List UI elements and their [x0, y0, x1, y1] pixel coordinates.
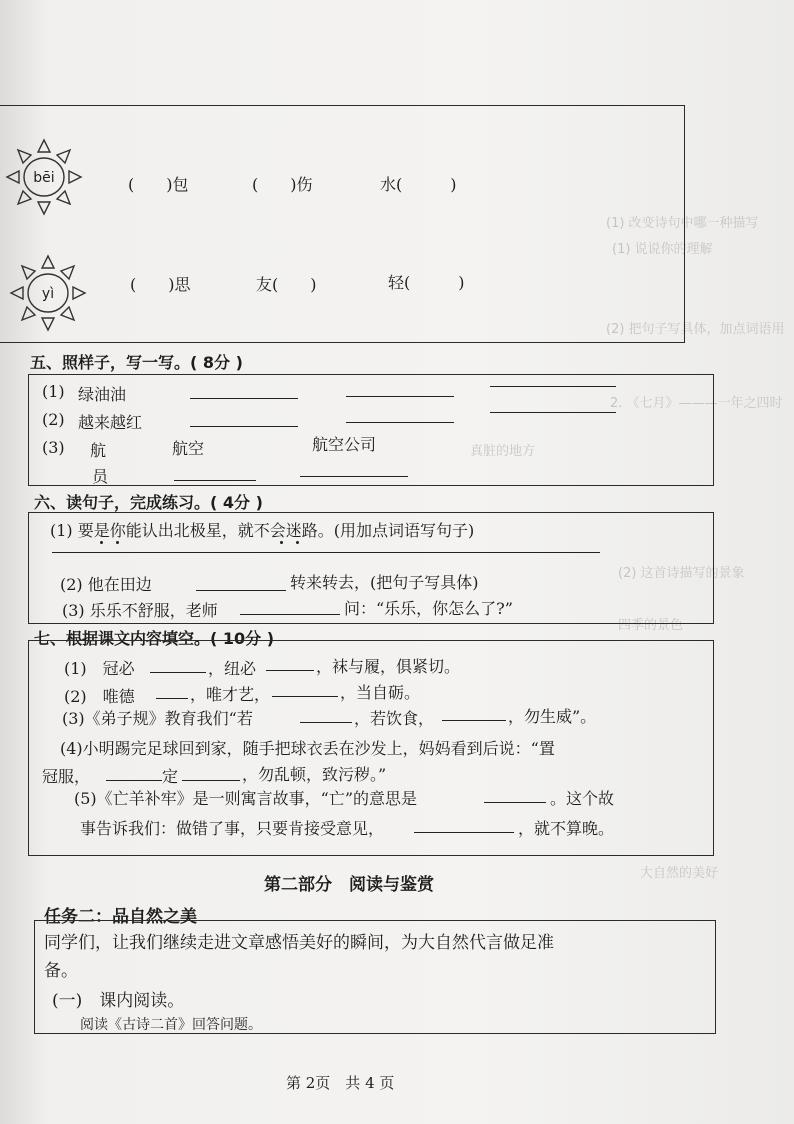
s6-q3-blank[interactable]: [240, 614, 340, 615]
section6-title: 六、读句子，完成练习。( 4分 ): [34, 493, 263, 512]
s7-l4-blank1[interactable]: [106, 780, 162, 781]
reading-instruction: 阅读《古诗二首》回答问题。: [80, 1017, 262, 1033]
pinyin-bei-label: bēi: [33, 170, 55, 186]
s7-l3-blank2[interactable]: [442, 720, 506, 721]
s7-l2-a: (2) 唯德: [64, 687, 135, 706]
s7-l5-b: 。这个故: [550, 789, 615, 808]
s6-q3-end: 问：“乐乐，你怎么了?”: [344, 599, 513, 618]
s6-q2-start: (2) 他在田边: [60, 575, 152, 594]
pinyin-box: [0, 105, 685, 343]
blank-bei-2[interactable]: ( )伤: [252, 175, 313, 194]
bleed-through-text: 真脏的地方: [470, 444, 536, 459]
s5-row1-num: (1): [42, 382, 65, 401]
s6-q1-answer-line[interactable]: [52, 552, 600, 553]
s5-row3-sub: 员: [92, 467, 109, 486]
page-number: 第 2页 共 4 页: [286, 1074, 395, 1092]
part2-title: 第二部分 阅读与鉴赏: [264, 875, 434, 895]
s5-row2-num: (2): [42, 410, 65, 429]
s7-l4-a: (4)小明踢完足球回到家，随手把球衣丢在沙发上，妈妈看到后说：“置: [60, 739, 555, 758]
bleed-through-text: 大自然的美好: [640, 866, 719, 881]
s7-l1-blank2[interactable]: [266, 670, 314, 671]
s7-l3-blank1[interactable]: [300, 722, 352, 723]
bleed-through-text: (2) 把句子写具体，加点词语用: [606, 322, 785, 337]
s5-row1-blank2[interactable]: [346, 396, 454, 397]
sun-bei-icon: [4, 136, 84, 218]
s5-row3-blank1[interactable]: [174, 480, 256, 481]
emphasis-dot: [100, 541, 103, 544]
s7-l3-b: ，若饮食，: [354, 709, 435, 728]
s7-l3-a: (3)《弟子规》教育我们“若: [62, 709, 253, 728]
s7-l1-blank1[interactable]: [150, 672, 206, 673]
s5-row3-num: (3): [42, 438, 65, 457]
s5-row2-blank1[interactable]: [190, 426, 298, 427]
s6-q1: (1) 要是你能认出北极星，就不会迷路。(用加点词语写句子): [50, 521, 475, 540]
s7-l5-a: (5)《亡羊补牢》是一则寓言故事，“亡”的意思是: [74, 789, 418, 808]
bleed-through-text: 四季的景色: [618, 618, 684, 633]
s5-row2-example: 越来越红: [78, 413, 143, 432]
s6-q3-start: (3) 乐乐不舒服，老师: [62, 601, 218, 620]
s7-l4-c: 定: [162, 767, 179, 786]
s7-l2-blank1[interactable]: [156, 698, 188, 699]
emphasis-dot: [116, 541, 119, 544]
s6-q2-blank[interactable]: [196, 590, 286, 591]
s7-l2-c: ，当自砺。: [340, 683, 421, 702]
section7-title: 七、根据课文内容填空。( 10分 ): [34, 629, 275, 648]
blank-yi-1[interactable]: ( )思: [130, 275, 191, 294]
s5-row2-blank3[interactable]: [490, 412, 616, 413]
sun-yi-icon: [8, 252, 88, 334]
s7-l4-blank2[interactable]: [182, 780, 240, 781]
s7-l5-blank2[interactable]: [414, 832, 514, 833]
reading-subtitle: (一) 课内阅读。: [52, 991, 185, 1011]
bleed-through-text: (1) 改变诗句中哪一种描写: [606, 216, 759, 231]
s5-row1-blank3[interactable]: [490, 386, 616, 387]
section5-title: 五、照样子，写一写。( 8分 ): [30, 353, 243, 372]
s5-row3-example3: 航空公司: [312, 435, 377, 454]
s6-q2-end: 转来转去，(把句子写具体): [290, 573, 479, 592]
blank-bei-1[interactable]: ( )包: [128, 175, 189, 194]
pinyin-yi-label: yì: [41, 286, 55, 302]
task2-title: 任务二：品自然之美: [44, 907, 197, 927]
emphasis-dot: [280, 541, 283, 544]
s7-l5-c: 事告诉我们：做错了事，只要肯接受意见，: [80, 819, 385, 838]
s5-row3-blank2[interactable]: [300, 476, 408, 477]
s5-row3-example: 航: [90, 441, 107, 460]
s5-row3-example2: 航空: [172, 439, 205, 458]
blank-bei-3[interactable]: 水( ): [380, 175, 457, 194]
s7-l4-d: ，勿乱顿，致污秽。”: [242, 765, 387, 784]
s7-l1-a: (1) 冠必: [64, 659, 135, 678]
blank-yi-3[interactable]: 轻( ): [388, 273, 465, 292]
task2-intro-line2: 备。: [44, 961, 78, 981]
bleed-through-text: 2. 《七月》———一年之四时: [610, 396, 783, 411]
s7-l1-b: ，纽必: [208, 659, 257, 678]
task2-intro-line1: 同学们，让我们继续走进文章感悟美好的瞬间，为大自然代言做足准: [44, 933, 554, 953]
s7-l2-blank2[interactable]: [272, 696, 338, 697]
blank-yi-2[interactable]: 友( ): [256, 275, 317, 294]
s7-l1-c: ，袜与履，俱紧切。: [316, 657, 461, 676]
bleed-through-text: (2) 这首诗描写的景象: [618, 566, 745, 581]
s7-l5-blank1[interactable]: [484, 802, 546, 803]
s7-l3-c: ，勿生威”。: [508, 707, 597, 726]
s7-l5-d: ，就不算晚。: [518, 819, 615, 838]
emphasis-dot: [296, 541, 299, 544]
s5-row1-example: 绿油油: [78, 385, 127, 404]
bleed-through-text: (1) 说说你的理解: [612, 242, 713, 257]
s5-row2-blank2[interactable]: [346, 422, 454, 423]
s5-row1-blank1[interactable]: [190, 398, 298, 399]
s7-l2-b: ，唯才艺，: [190, 685, 271, 704]
s7-l4-b: 冠服，: [42, 767, 91, 786]
